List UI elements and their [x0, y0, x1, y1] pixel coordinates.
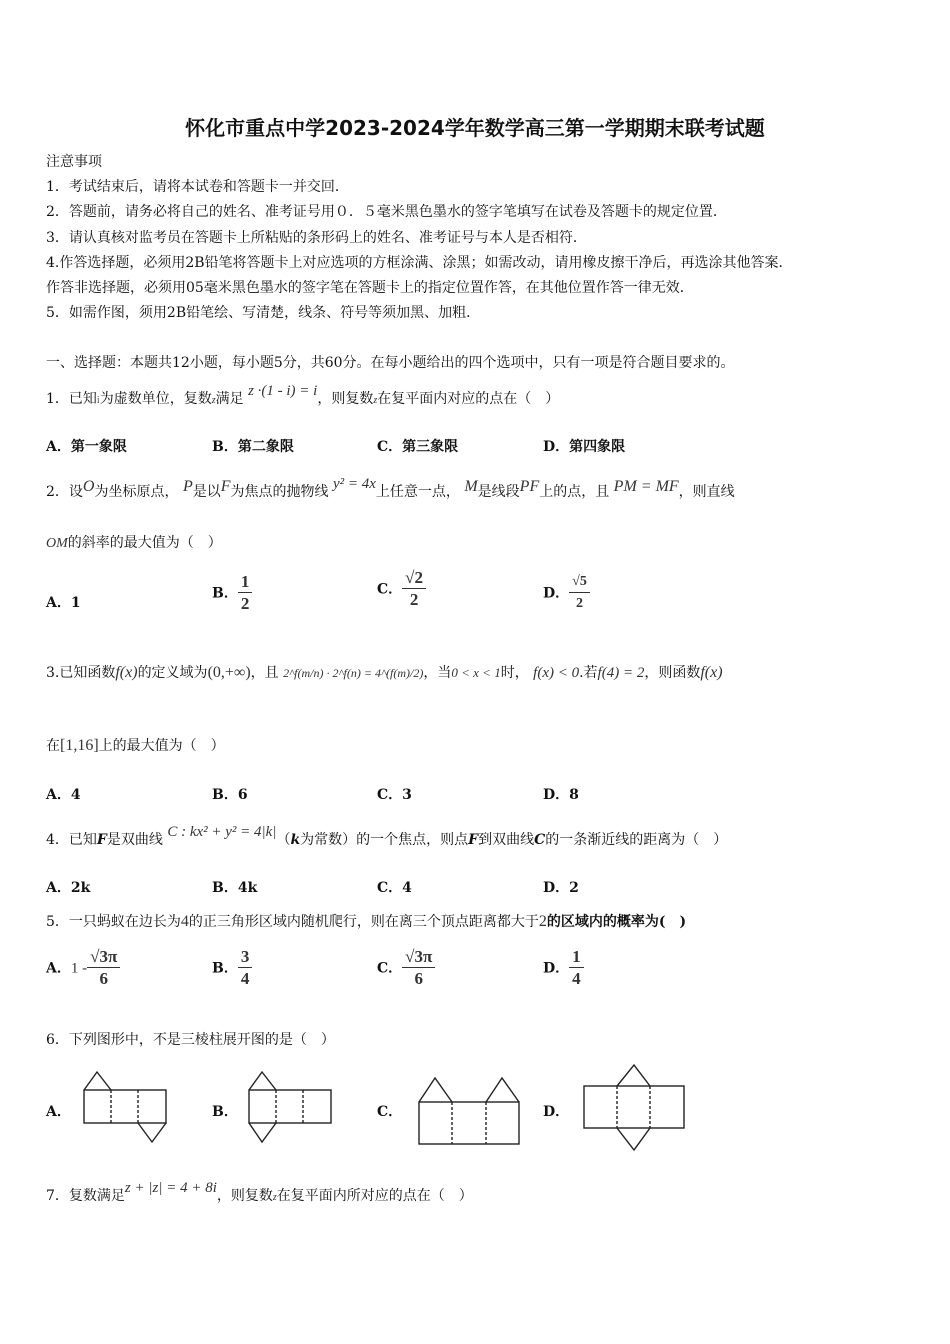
q6-option-b[interactable]: B．: [212, 1104, 238, 1120]
notice-item: 2．答题前，请务必将自己的姓名、准考证号用０．５毫米黑色墨水的签字笔填写在试卷及答题卡的规定位置．: [46, 204, 727, 220]
q1-option-c[interactable]: C．第三象限: [377, 439, 459, 455]
question-6: 6．下列图形中，不是三棱柱展开图的是（ ）: [46, 1032, 335, 1048]
notice-item: 4.作答选择题，必须用2B铅笔将答题卡上对应选项的方框涂满、涂黑；如需改动，请用橡皮擦干净后，再选涂其他答案．: [46, 255, 793, 271]
q4-option-b[interactable]: B．4k: [212, 880, 258, 896]
q3-option-d[interactable]: D．8: [543, 787, 579, 803]
q1-option-b[interactable]: B．第二象限: [212, 439, 294, 455]
question-2: 2．设O为坐标原点， P是以F为焦点的抛物线 y² = 4x上任意一点， M是线段PF上的点，且 PM = MF，则直线: [46, 476, 735, 500]
notice-item: 3．请认真核对监考员在答题卡上所粘贴的条形码上的姓名、准考证号与本人是否相符．: [46, 230, 587, 246]
notice-item: 5．如需作图，须用2B铅笔绘、写清楚，线条、符号等须加黑、加粗．: [46, 305, 481, 321]
q4-option-d[interactable]: D．2: [543, 880, 579, 896]
q2-parabola: y² = 4x: [332, 476, 376, 492]
q3-option-c[interactable]: C．3: [377, 787, 412, 803]
section-heading: 一、选择题：本题共12小题，每小题5分，共60分。在每小题给出的四个选项中，只有一项是符合题目要求的。: [46, 355, 735, 371]
q3-equation: 2^f(m/n) · 2^f(n) = 4^(f(m)/2): [283, 666, 424, 680]
net-diagram-c: [414, 1074, 524, 1150]
q3-option-a[interactable]: A．4: [46, 787, 81, 803]
question-2-cont: OM的斜率的最大值为（ ）: [46, 535, 222, 551]
question-7: 7．复数满足z + |z| = 4 + 8i，则复数z在复平面内所对应的点在（ ）: [46, 1180, 473, 1204]
q5-option-b[interactable]: B． $\frac{3}{4}$: [212, 947, 252, 990]
net-diagram-d: [580, 1062, 690, 1154]
q6-option-d[interactable]: D．: [543, 1104, 570, 1120]
q1-equation: z ·(1 - i) = i: [248, 383, 318, 399]
question-3-cont: 在[1,16]上的最大值为（ ）: [46, 737, 225, 754]
question-4: 4．已知F是双曲线 C : kx² + y² = 4|k|（k为常数）的一个焦点，则点F到双曲线C的一条渐近线的距离为（ ）: [46, 824, 728, 848]
net-diagram-a: [80, 1068, 170, 1148]
q7-equation: z + |z| = 4 + 8i: [124, 1180, 217, 1196]
question-1: 1．已知i为虚数单位，复数z满足 z ·(1 - i) = i，则复数z在复平面内对应的点在（ ）: [46, 383, 560, 407]
notice-item: 1．考试结束后，请将本试卷和答题卡一并交回．: [46, 179, 349, 195]
q5-option-c[interactable]: C． $\frac{√3\pi}{6}$: [377, 947, 435, 990]
q4-option-c[interactable]: C．4: [377, 880, 412, 896]
q4-hyperbola: C : kx² + y² = 4|k|: [167, 824, 277, 840]
q1-option-a[interactable]: A．第一象限: [46, 439, 127, 455]
q5-option-d[interactable]: D． $\frac{1}{4}$: [543, 947, 584, 990]
q2-option-b[interactable]: B． $\frac{1}{2}$: [212, 572, 252, 615]
q6-option-c[interactable]: C．: [377, 1104, 403, 1120]
question-5: 5．一只蚂蚁在边长为4的正三角形区域内随机爬行，则在离三个顶点距离都大于2的区域内的概率为( ): [46, 913, 687, 930]
q6-option-a[interactable]: A．: [46, 1104, 71, 1120]
q2-option-a[interactable]: A．1: [46, 595, 81, 611]
q5-option-a[interactable]: A．1 - $\frac{√3\pi}{6}$: [46, 947, 120, 990]
q2-option-c[interactable]: C． $\frac{√2}{2}$: [377, 568, 426, 611]
q2-option-d[interactable]: D． $\frac{√5}{2}$: [543, 572, 590, 615]
exam-title: 怀化市重点中学2023-2024学年数学高三第一学期期末联考试题: [185, 116, 765, 140]
notice-heading: 注意事项: [46, 154, 102, 170]
question-3: 3.已知函数f(x)的定义域为(0,+∞)，且 2^f(m/n) · 2^f(n) = 4^(f(m)/2)，当0 < x < 1时， f(x) < 0.若f(4) = 2，则函数f(x): [46, 664, 723, 681]
q3-option-b[interactable]: B．6: [212, 787, 248, 803]
q1-option-d[interactable]: D．第四象限: [543, 439, 626, 455]
net-diagram-b: [245, 1068, 335, 1148]
q4-option-a[interactable]: A．2k: [46, 880, 91, 896]
notice-item: 作答非选择题，必须用05毫米黑色墨水的签字笔在答题卡上的指定位置作答，在其他位置作答一律无效．: [46, 280, 694, 296]
